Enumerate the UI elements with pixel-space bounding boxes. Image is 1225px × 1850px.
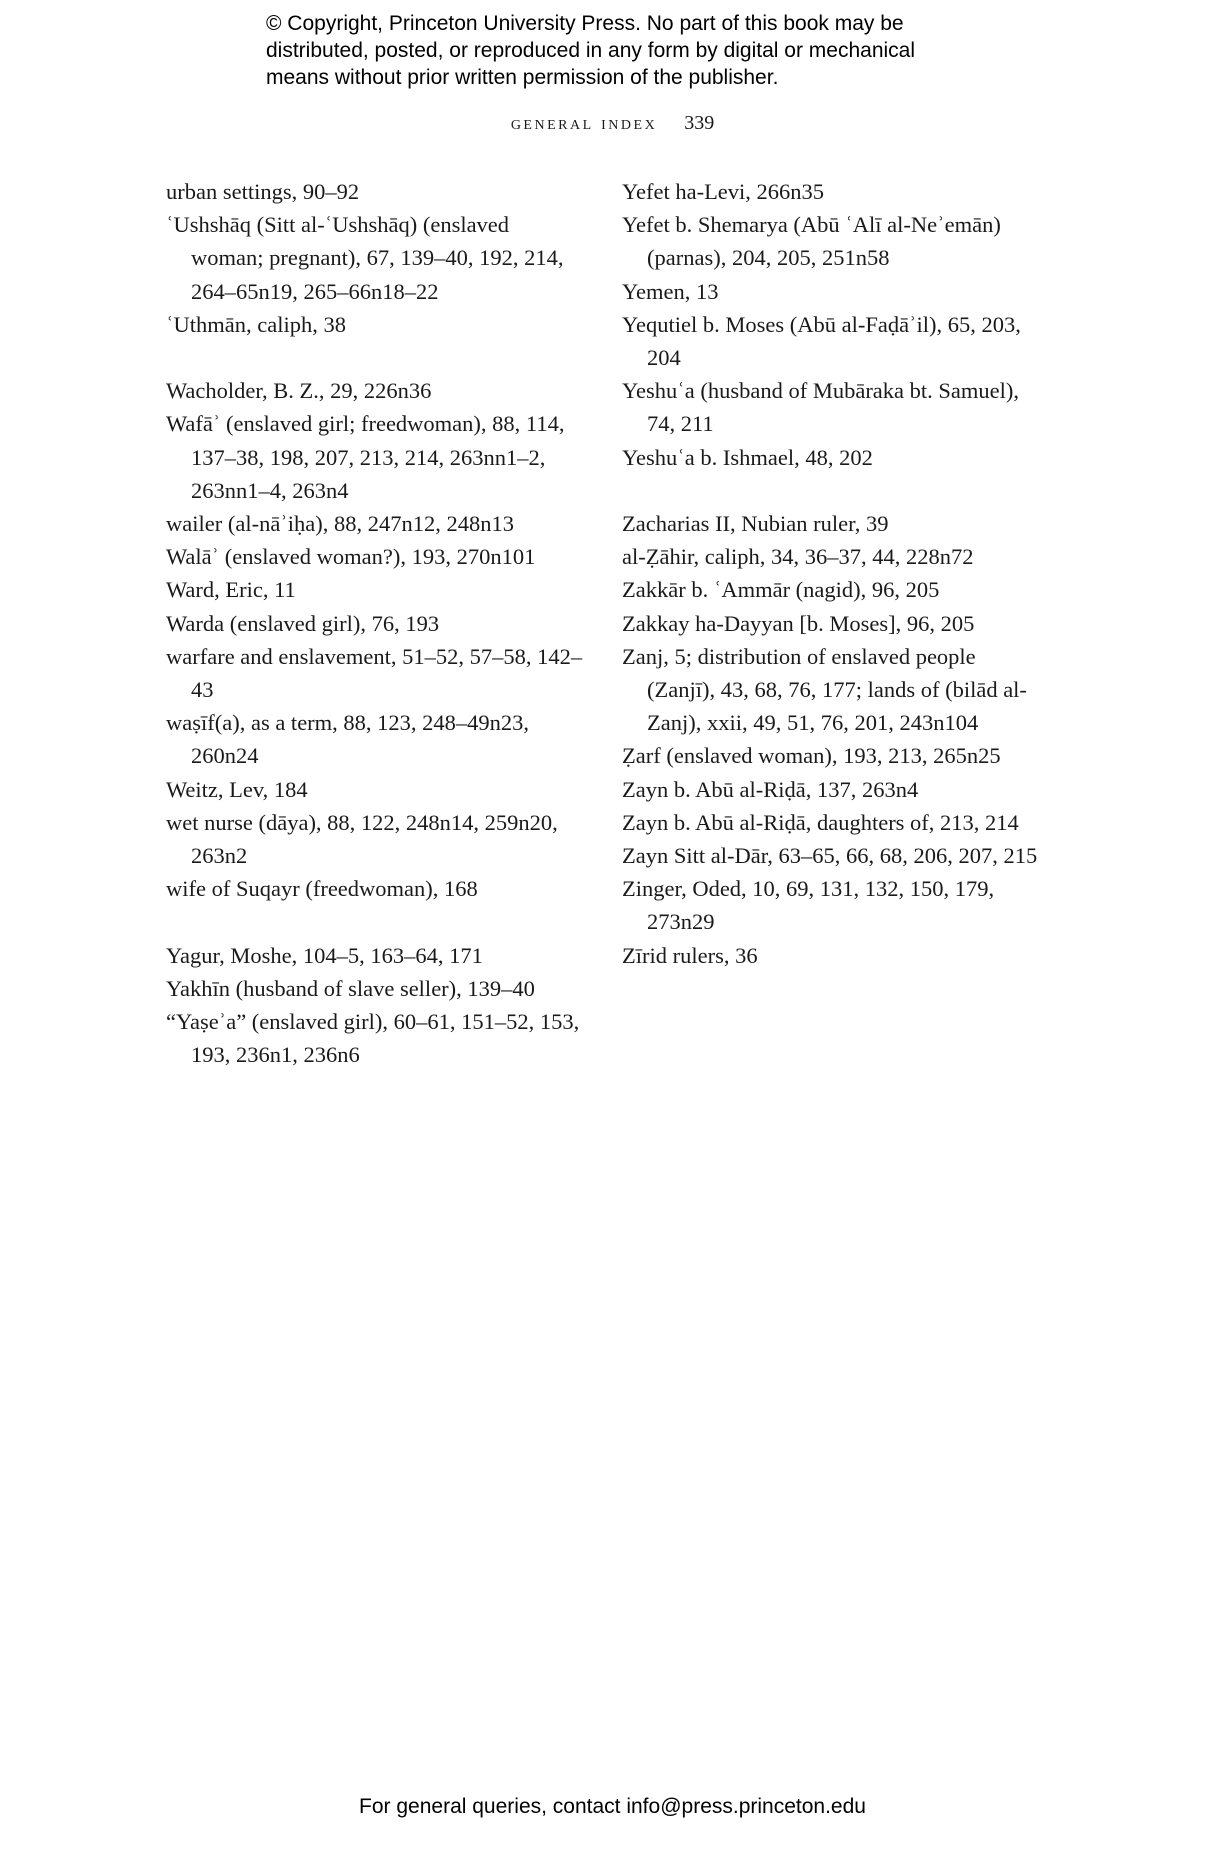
- index-entry: Yefet ha-Levi, 266n35: [622, 179, 825, 204]
- index-entry: Zayn b. Abū al-Riḍā, daughters of, 213, 214: [622, 809, 1019, 835]
- copyright-line: distributed, posted, or reproduced in any form by digital or mechanical: [266, 39, 916, 62]
- index-entry: waṣīf(a), as a term, 88, 123, 248–49n23, 260n24: [166, 710, 530, 769]
- index-entry: Wacholder, B. Z., 29, 226n36: [166, 378, 432, 404]
- index-entry: Yeshuʿa (husband of Mubāraka bt. Samuel), 74, 211: [622, 378, 1020, 437]
- index-entry: Zanj, 5; distribution of enslaved people (Zanjī), 43, 68, 76, 177; lands of (bilād al-Zanj), xxii, 49, 51, 76, 201, 243n104: [622, 643, 1027, 736]
- index-entry: al-Ẓāhir, caliph, 34, 36–37, 44, 228n72: [622, 544, 974, 570]
- index-entry: Yemen, 13: [622, 278, 719, 304]
- index-entry: warfare and enslavement, 51–52, 57–58, 142–43: [166, 643, 583, 703]
- index-entry: Wafāʾ (enslaved girl; freedwoman), 88, 114, 137–38, 198, 207, 213, 214, 263nn1–2, 263nn1–4, 263n4: [166, 411, 565, 503]
- copyright-line: means without prior written permission of the publisher.: [266, 66, 779, 89]
- index-entry: “Yaṣeʾa” (enslaved girl), 60–61, 151–52, 153, 193, 236n1, 236n6: [166, 1009, 580, 1068]
- index-entry: Zakkār b. ʿAmmār (nagid), 96, 205: [622, 577, 940, 603]
- index-entry: Zayn Sitt al-Dār, 63–65, 66, 68, 206, 207, 215: [622, 843, 1038, 869]
- index-entry: ʿUthmān, caliph, 38: [166, 311, 346, 337]
- index-entry: wailer (al-nāʾiḥa), 88, 247n12, 248n13: [166, 511, 515, 537]
- section-gap: [622, 474, 1042, 507]
- running-head-title: general index: [510, 112, 658, 134]
- index-entry: Yeshuʿa b. Ishmael, 48, 202: [622, 444, 873, 470]
- index-entry: Ẓarf (enslaved woman), 193, 213, 265n25: [622, 743, 1001, 769]
- index-entry: Weitz, Lev, 184: [166, 776, 308, 802]
- index-entry: Zinger, Oded, 10, 69, 131, 132, 150, 179, 273n29: [622, 876, 995, 935]
- footer-text: For general queries, contact info@press.princeton.edu: [359, 1795, 866, 1818]
- copyright-line: © Copyright, Princeton University Press. No part of this book may be: [266, 12, 904, 35]
- index-column-right: [622, 175, 1042, 972]
- index-entry: Yequtiel b. Moses (Abū al-Faḍāʾil), 65, 203, 204: [622, 311, 1021, 371]
- index-entry: ʿUshshāq (Sitt al-ʿUshshāq) (enslaved woman; pregnant), 67, 139–40, 192, 214, 264–65n19, 265–66n18–22: [166, 212, 564, 304]
- page-number: 339: [684, 112, 715, 134]
- index-entry: Zīrid rulers, 36: [622, 942, 758, 968]
- index-entry: Yefet b. Shemarya (Abū ʿAlī al-Neʾemān) (parnas), 204, 205, 251n58: [622, 212, 1001, 271]
- index-entry: Warda (enslaved girl), 76, 193: [166, 610, 440, 636]
- index-entry: Walāʾ (enslaved woman?), 193, 270n101: [166, 544, 536, 570]
- index-entry: Ward, Eric, 11: [166, 577, 296, 603]
- index-entry: wife of Suqayr (freedwoman), 168: [166, 876, 478, 902]
- index-entry: Zacharias II, Nubian ruler, 39: [622, 511, 889, 537]
- index-entry: Yagur, Moshe, 104–5, 163–64, 171: [166, 942, 483, 968]
- index-entry: Zakkay ha-Dayyan [b. Moses], 96, 205: [622, 610, 975, 636]
- running-head: [0, 112, 1225, 135]
- index-entry: Yakhīn (husband of slave seller), 139–40: [166, 975, 535, 1001]
- section-gap: [166, 905, 586, 938]
- index-entry: wet nurse (dāya), 88, 122, 248n14, 259n20, 263n2: [166, 809, 558, 869]
- index-entry: urban settings, 90–92: [166, 179, 360, 204]
- section-gap: [166, 341, 586, 374]
- copyright-notice: [266, 10, 986, 91]
- index-column-left: [166, 175, 586, 1071]
- footer-contact: [0, 1795, 1225, 1819]
- index-entry: Zayn b. Abū al-Riḍā, 137, 263n4: [622, 776, 919, 802]
